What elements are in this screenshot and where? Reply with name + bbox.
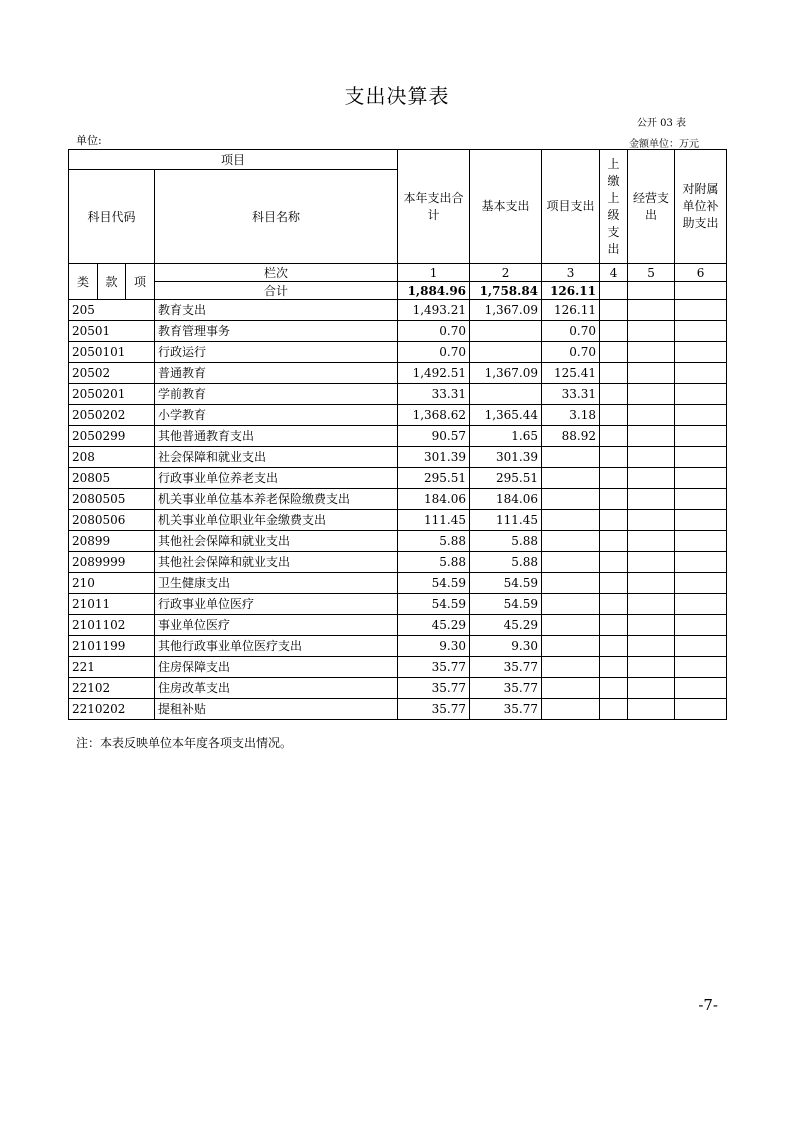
- basic-cell: 111.45: [470, 510, 542, 531]
- total-cell: 54.59: [398, 594, 470, 615]
- subject-code-cell: 2050101: [69, 342, 155, 363]
- basic-cell: 54.59: [470, 573, 542, 594]
- project-cell: 33.31: [542, 384, 600, 405]
- business-cell: [628, 699, 675, 720]
- subject-code-cell: 205: [69, 300, 155, 321]
- subject-name-cell: 其他行政事业单位医疗支出: [155, 636, 398, 657]
- total-cell: 35.77: [398, 699, 470, 720]
- total-amount: 1,884.96: [398, 282, 470, 300]
- table-row: [69, 426, 727, 447]
- header-xiang: 项: [126, 264, 155, 300]
- business-cell: [628, 321, 675, 342]
- table-row: [69, 405, 727, 426]
- basic-cell: [470, 342, 542, 363]
- upper-cell: [600, 363, 628, 384]
- project-cell: [542, 489, 600, 510]
- header-col2: 基本支出: [470, 150, 542, 264]
- table-row: [69, 573, 727, 594]
- business-cell: [628, 300, 675, 321]
- upper-cell: [600, 489, 628, 510]
- total-cell: 301.39: [398, 447, 470, 468]
- basic-cell: 301.39: [470, 447, 542, 468]
- subsidy-cell: [675, 384, 727, 405]
- subject-code-cell: 20899: [69, 531, 155, 552]
- subject-name-cell: 教育管理事务: [155, 321, 398, 342]
- upper-cell: [600, 594, 628, 615]
- header-col6: 对附属单位补助支出: [675, 150, 727, 264]
- total-cell: 1,492.51: [398, 363, 470, 384]
- subject-name-cell: 机关事业单位职业年金缴费支出: [155, 510, 398, 531]
- subject-code-cell: 22102: [69, 678, 155, 699]
- project-cell: [542, 573, 600, 594]
- subject-name-cell: 学前教育: [155, 384, 398, 405]
- header-col4: 上缴上级支出: [600, 150, 628, 264]
- upper-cell: [600, 426, 628, 447]
- subject-name-cell: 小学教育: [155, 405, 398, 426]
- project-cell: 88.92: [542, 426, 600, 447]
- basic-cell: 1,367.09: [470, 363, 542, 384]
- total-cell: 9.30: [398, 636, 470, 657]
- subject-name-cell: 事业单位医疗: [155, 615, 398, 636]
- subject-code-cell: 2050201: [69, 384, 155, 405]
- subsidy-cell: [675, 405, 727, 426]
- header-kuan: 款: [98, 264, 126, 300]
- subject-name-cell: 住房保障支出: [155, 657, 398, 678]
- basic-cell: [470, 384, 542, 405]
- business-cell: [628, 468, 675, 489]
- upper-cell: [600, 405, 628, 426]
- total-cell: 5.88: [398, 552, 470, 573]
- upper-cell: [600, 636, 628, 657]
- project-cell: [542, 678, 600, 699]
- table-row: [69, 552, 727, 573]
- business-cell: [628, 363, 675, 384]
- basic-cell: 295.51: [470, 468, 542, 489]
- total-cell: 35.77: [398, 657, 470, 678]
- total-cell: 90.57: [398, 426, 470, 447]
- subject-code-cell: 221: [69, 657, 155, 678]
- subject-name-cell: 住房改革支出: [155, 678, 398, 699]
- project-cell: [542, 510, 600, 531]
- col-number-3: 3: [542, 264, 600, 282]
- upper-cell: [600, 678, 628, 699]
- basic-cell: 35.77: [470, 678, 542, 699]
- subsidy-cell: [675, 636, 727, 657]
- basic-cell: 35.77: [470, 699, 542, 720]
- upper-cell: [600, 300, 628, 321]
- subject-code-cell: 208: [69, 447, 155, 468]
- total-cell: 5.88: [398, 531, 470, 552]
- header-col5: 经营支出: [628, 150, 675, 264]
- upper-cell: [600, 468, 628, 489]
- business-cell: [628, 636, 675, 657]
- subsidy-cell: [675, 552, 727, 573]
- business-cell: [628, 552, 675, 573]
- business-cell: [628, 594, 675, 615]
- subject-code-cell: 2210202: [69, 699, 155, 720]
- table-row: [69, 594, 727, 615]
- table-row: [69, 321, 727, 342]
- subject-name-cell: 普通教育: [155, 363, 398, 384]
- subsidy-cell: [675, 342, 727, 363]
- upper-cell: [600, 573, 628, 594]
- form-code: 公开 03 表: [636, 118, 686, 129]
- header-col3: 项目支出: [542, 150, 600, 264]
- table-row: [69, 615, 727, 636]
- project-cell: 126.11: [542, 300, 600, 321]
- header-lei: 类: [69, 264, 98, 300]
- unit-label: 单位:: [76, 134, 102, 147]
- basic-cell: 35.77: [470, 657, 542, 678]
- business-cell: [628, 531, 675, 552]
- basic-cell: 54.59: [470, 594, 542, 615]
- project-cell: [542, 468, 600, 489]
- total-subsidy: [675, 282, 727, 300]
- footnote: 注：本表反映单位本年度各项支出情况。: [76, 736, 293, 750]
- subject-name-cell: 社会保障和就业支出: [155, 447, 398, 468]
- subject-name-cell: 其他普通教育支出: [155, 426, 398, 447]
- subsidy-cell: [675, 468, 727, 489]
- subject-code-cell: 210: [69, 573, 155, 594]
- upper-cell: [600, 552, 628, 573]
- table-row: [69, 510, 727, 531]
- expenditure-table: [68, 149, 727, 720]
- subsidy-cell: [675, 594, 727, 615]
- col-number-6: 6: [675, 264, 727, 282]
- subject-code-cell: 2089999: [69, 552, 155, 573]
- subsidy-cell: [675, 363, 727, 384]
- business-cell: [628, 405, 675, 426]
- subject-code-cell: 2080506: [69, 510, 155, 531]
- project-cell: [542, 615, 600, 636]
- business-cell: [628, 678, 675, 699]
- header-lanci: 栏次: [155, 264, 398, 282]
- project-cell: [542, 447, 600, 468]
- table-row: [69, 657, 727, 678]
- subsidy-cell: [675, 573, 727, 594]
- subject-code-cell: 2050202: [69, 405, 155, 426]
- subject-code-cell: 20502: [69, 363, 155, 384]
- subject-code-cell: 21011: [69, 594, 155, 615]
- upper-cell: [600, 699, 628, 720]
- subsidy-cell: [675, 678, 727, 699]
- business-cell: [628, 384, 675, 405]
- project-cell: 0.70: [542, 342, 600, 363]
- subsidy-cell: [675, 699, 727, 720]
- upper-cell: [600, 384, 628, 405]
- total-cell: 1,368.62: [398, 405, 470, 426]
- subsidy-cell: [675, 510, 727, 531]
- basic-cell: 45.29: [470, 615, 542, 636]
- subject-name-cell: 教育支出: [155, 300, 398, 321]
- total-business: [628, 282, 675, 300]
- subject-name-cell: 卫生健康支出: [155, 573, 398, 594]
- col-number-1: 1: [398, 264, 470, 282]
- total-label: 合计: [155, 282, 398, 300]
- business-cell: [628, 342, 675, 363]
- header-col1: 本年支出合计: [398, 150, 470, 264]
- project-cell: 3.18: [542, 405, 600, 426]
- header-project: 项目: [69, 150, 398, 170]
- table-row: [69, 363, 727, 384]
- total-cell: 111.45: [398, 510, 470, 531]
- business-cell: [628, 426, 675, 447]
- subject-name-cell: 提租补贴: [155, 699, 398, 720]
- subject-name-cell: 行政事业单位养老支出: [155, 468, 398, 489]
- basic-cell: [470, 321, 542, 342]
- subject-name-cell: 行政事业单位医疗: [155, 594, 398, 615]
- header-subject-code: 科目代码: [69, 170, 155, 264]
- total-project: 126.11: [542, 282, 600, 300]
- subject-name-cell: 其他社会保障和就业支出: [155, 552, 398, 573]
- total-cell: 1,493.21: [398, 300, 470, 321]
- business-cell: [628, 573, 675, 594]
- total-cell: 45.29: [398, 615, 470, 636]
- project-cell: [542, 552, 600, 573]
- total-upper: [600, 282, 628, 300]
- table-row: [69, 384, 727, 405]
- total-cell: 184.06: [398, 489, 470, 510]
- table-row: [69, 300, 727, 321]
- col-number-4: 4: [600, 264, 628, 282]
- basic-cell: 9.30: [470, 636, 542, 657]
- subject-code-cell: 2080505: [69, 489, 155, 510]
- upper-cell: [600, 531, 628, 552]
- basic-cell: 1,365.44: [470, 405, 542, 426]
- header-subject-name: 科目名称: [155, 170, 398, 264]
- subject-code-cell: 2050299: [69, 426, 155, 447]
- total-basic: 1,758.84: [470, 282, 542, 300]
- project-cell: [542, 594, 600, 615]
- subject-name-cell: 其他社会保障和就业支出: [155, 531, 398, 552]
- business-cell: [628, 657, 675, 678]
- project-cell: 0.70: [542, 321, 600, 342]
- basic-cell: 1,367.09: [470, 300, 542, 321]
- subsidy-cell: [675, 615, 727, 636]
- basic-cell: 5.88: [470, 531, 542, 552]
- total-cell: 295.51: [398, 468, 470, 489]
- upper-cell: [600, 447, 628, 468]
- subsidy-cell: [675, 531, 727, 552]
- amount-unit: 金额单位：万元: [629, 139, 699, 150]
- subsidy-cell: [675, 426, 727, 447]
- subsidy-cell: [675, 447, 727, 468]
- col-number-2: 2: [470, 264, 542, 282]
- basic-cell: 184.06: [470, 489, 542, 510]
- subject-code-cell: 20501: [69, 321, 155, 342]
- total-cell: 0.70: [398, 321, 470, 342]
- basic-cell: 5.88: [470, 552, 542, 573]
- project-cell: 125.41: [542, 363, 600, 384]
- total-cell: 33.31: [398, 384, 470, 405]
- upper-cell: [600, 510, 628, 531]
- subject-code-cell: 20805: [69, 468, 155, 489]
- basic-cell: 1.65: [470, 426, 542, 447]
- table-row: [69, 678, 727, 699]
- subject-code-cell: 2101102: [69, 615, 155, 636]
- table-row: [69, 636, 727, 657]
- subsidy-cell: [675, 657, 727, 678]
- col-number-5: 5: [628, 264, 675, 282]
- business-cell: [628, 489, 675, 510]
- business-cell: [628, 510, 675, 531]
- project-cell: [542, 636, 600, 657]
- upper-cell: [600, 615, 628, 636]
- table-row: [69, 468, 727, 489]
- total-cell: 54.59: [398, 573, 470, 594]
- business-cell: [628, 447, 675, 468]
- total-cell: 35.77: [398, 678, 470, 699]
- table-row: [69, 489, 727, 510]
- subject-name-cell: 机关事业单位基本养老保险缴费支出: [155, 489, 398, 510]
- table-row: [69, 699, 727, 720]
- total-row: [69, 282, 727, 300]
- subsidy-cell: [675, 300, 727, 321]
- total-cell: 0.70: [398, 342, 470, 363]
- business-cell: [628, 615, 675, 636]
- page-number: -7-: [698, 996, 718, 1014]
- upper-cell: [600, 342, 628, 363]
- project-cell: [542, 699, 600, 720]
- subject-code-cell: 2101199: [69, 636, 155, 657]
- upper-cell: [600, 657, 628, 678]
- upper-cell: [600, 321, 628, 342]
- project-cell: [542, 531, 600, 552]
- table-row: [69, 342, 727, 363]
- subject-name-cell: 行政运行: [155, 342, 398, 363]
- table-row: [69, 531, 727, 552]
- subsidy-cell: [675, 489, 727, 510]
- page-title: 支出决算表: [344, 84, 450, 108]
- table-row: [69, 447, 727, 468]
- subsidy-cell: [675, 321, 727, 342]
- project-cell: [542, 657, 600, 678]
